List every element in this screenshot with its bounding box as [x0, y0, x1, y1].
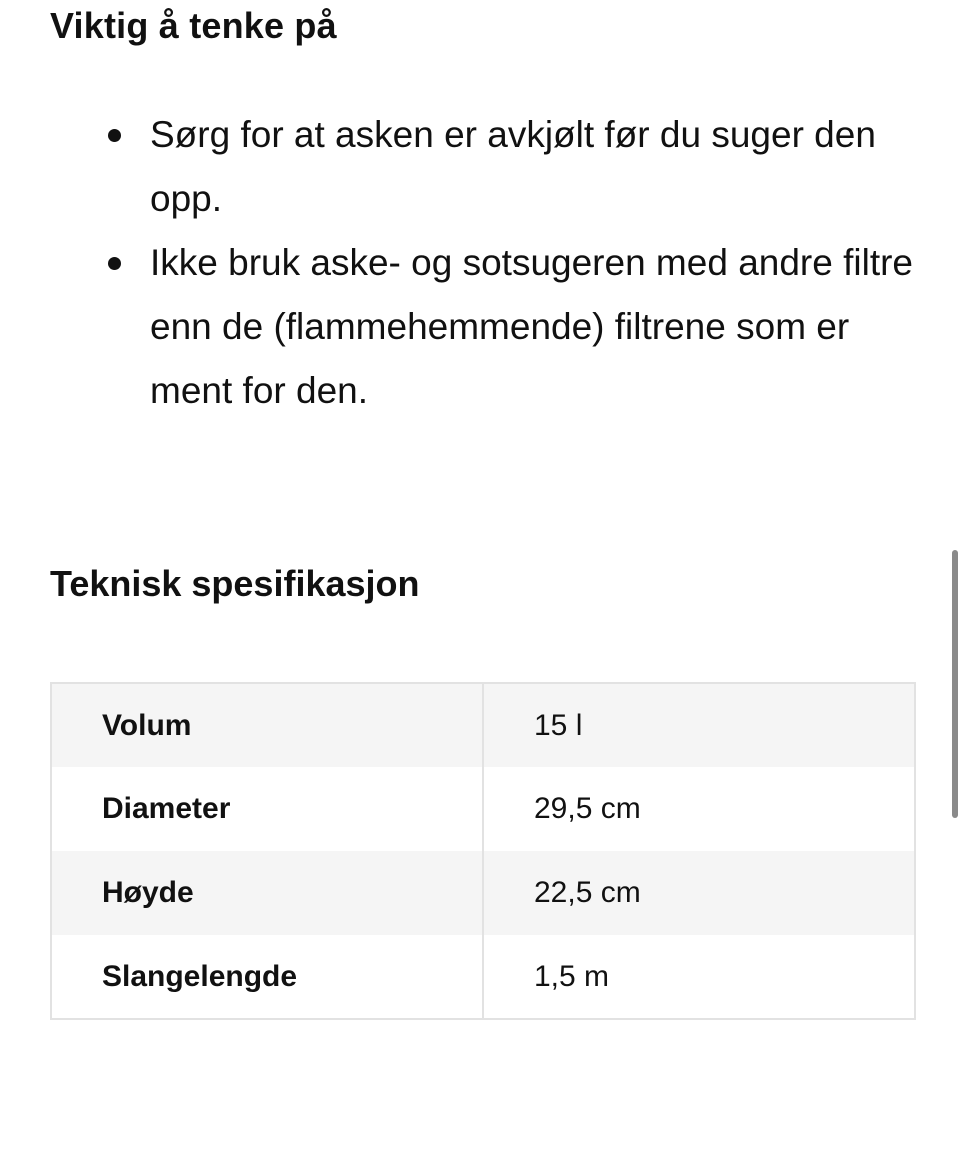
- bullet-icon: [108, 257, 121, 270]
- table-row: [51, 767, 915, 851]
- spec-value: 15 l: [534, 708, 583, 742]
- spec-value: 1,5 m: [534, 959, 610, 993]
- tip-text: Sørg for at asken er avkjølt før du suger den opp.: [150, 114, 876, 219]
- tip-text: Ikke bruk aske- og sotsugeren med andre filtre enn de (flammehemmende) filtrene som er ment for den.: [150, 242, 913, 411]
- list-item: [150, 103, 930, 231]
- bullet-icon: [108, 129, 121, 142]
- spec-label: Diameter: [51, 767, 483, 851]
- important-heading: Viktig å tenke på: [50, 5, 337, 46]
- spec-label: Volum: [51, 683, 483, 767]
- table-row: [51, 851, 915, 935]
- spec-label: Slangelengde: [51, 935, 483, 1019]
- important-tips-list: [150, 103, 930, 423]
- scrollbar-thumb[interactable]: [952, 550, 958, 818]
- spec-value: 22,5 cm: [534, 876, 641, 909]
- list-item: [150, 231, 930, 423]
- spec-heading: Teknisk spesifikasjon: [50, 563, 420, 604]
- table-row: [51, 683, 915, 767]
- spec-table: [50, 682, 916, 1020]
- spec-value: 29,5 cm: [534, 792, 641, 825]
- table-row: [51, 935, 915, 1019]
- spec-label: Høyde: [51, 851, 483, 935]
